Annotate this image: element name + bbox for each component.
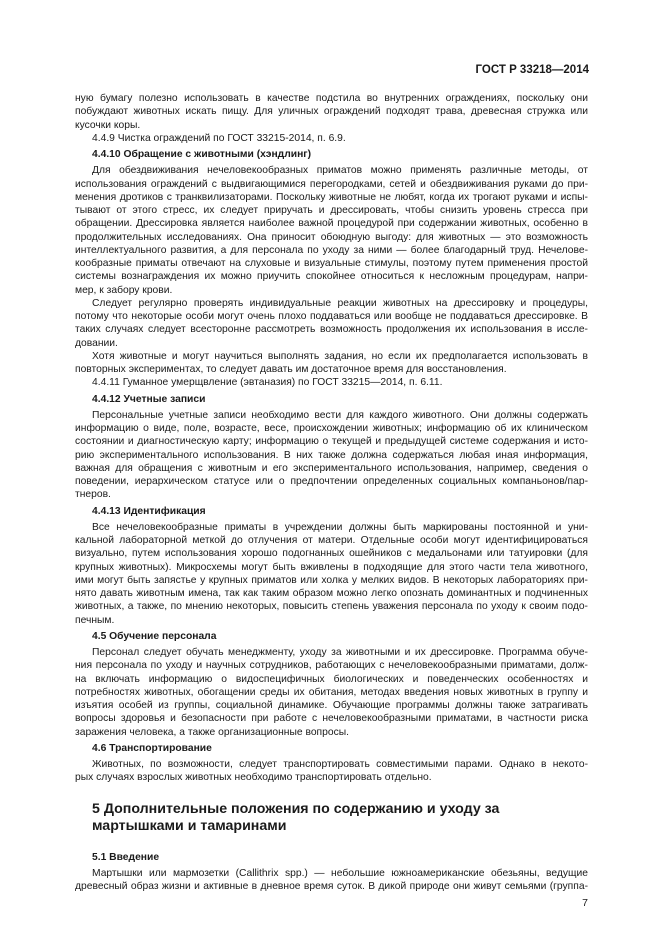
text-line: продолжительных исследованиях. Она приносит обоюдную выгоду: для животных — это возможность bbox=[75, 231, 588, 243]
text-line: Для обездвиживания нечеловекообразных приматов можно применять различные методы, от bbox=[92, 165, 588, 177]
text-line: довании. bbox=[75, 337, 118, 349]
text-line: информацию о виде, поле, возрасте, весе, происхождении животных; информацию об их клиническом bbox=[75, 423, 588, 434]
text-line: кообразные приматы отвечают на слуховые и визуальные стимулы, поэтому путем применения простой bbox=[75, 258, 588, 269]
text-line: Следует регулярно проверять индивидуальные реакции животных на дрессировку и процедуры, bbox=[92, 297, 588, 309]
text-line: побуждают животных искать пищу. Для уличных ограждений подходят трава, древесная стружка или bbox=[75, 106, 588, 118]
text-line: Все нечеловекообразные приматы в учреждении должны быть маркированы постоянной и уни- bbox=[92, 521, 588, 533]
section-heading: 5 Дополнительные положения по содержанию и уходу за мартышками и тамаринами bbox=[92, 800, 500, 834]
text-line: Персональные учетные записи необходимо вести для каждого животного. Они должны содержать bbox=[92, 409, 588, 421]
text-line: крупных животных). Микросхемы могут быть вживлены в подходящие для этого части тела животного, bbox=[75, 561, 588, 573]
text-line: состоянии и диагностическую карту; информацию о текущей и предыдущей системе содержания и исто- bbox=[75, 436, 588, 448]
text-line: визуально, путем использования хорошо подогнанных ошейников с медальонами или татуировки (для bbox=[75, 548, 588, 560]
subsection-heading: 4.4.12 Учетные записи bbox=[92, 393, 206, 405]
text-line: изъятия особей из группы, социальной динамике. Обучающие программы должны также затрагивать bbox=[75, 700, 588, 711]
text-line: ими могут быть запястье у крупных приматов или холка у мелких видов. В некоторых лабораториях при- bbox=[75, 574, 588, 586]
text-line: вопросы здоровья и безопасности при работе с нечеловекообразными приматами, в частности риска bbox=[75, 713, 588, 725]
text-line: Хотя животные и могут научиться выполнять задания, но если их предполагается использовать в bbox=[92, 350, 588, 362]
text-line: Персонал следует обучать менеджменту, уходу за животными и их дрессировке. Программа обуче- bbox=[92, 647, 588, 658]
text-line: древесный образ жизни и активные в дневное время суток. В дикой природе они живут семьями (группа- bbox=[75, 881, 588, 892]
text-line: печным. bbox=[75, 614, 115, 626]
text-line: таких случаях следует всесторонне рассмотреть возможность продолжения их использования в иссле- bbox=[75, 324, 588, 336]
paragraph bbox=[75, 409, 588, 502]
subsection-heading: 5.1 Введение bbox=[92, 851, 160, 863]
text-line: мер, к забору крови. bbox=[75, 284, 173, 296]
document-header: ГОСТ Р 33218—2014 bbox=[475, 64, 589, 76]
text-line: менения дротиков с транквилизаторами. Поскольку животные не любят, когда их трогают руками и испы- bbox=[75, 191, 588, 203]
text-line: рых случаях взрослых животных необходимо транспортировать отдельно. bbox=[75, 772, 432, 784]
text-line: рию экспериментального использования. В них также должна содержаться любая иная информация, bbox=[75, 449, 588, 461]
text-line: Мартышки или мармозетки (Callithrix spp.) — небольшие южноамериканские обезьяны, ведущие bbox=[92, 867, 588, 879]
subsection-heading: 4.4.10 Обращение с животными (хэндлинг) bbox=[92, 149, 312, 160]
paragraph bbox=[75, 376, 588, 389]
paragraph bbox=[75, 646, 588, 739]
text-line: ную бумагу полезно использовать в качестве подстила во внутренних ограждениях, поскольку они bbox=[75, 93, 588, 104]
text-line: Животных, по возможности, следует транспортировать совместимыми парами. Однако в некото- bbox=[92, 759, 588, 770]
text-line: на включать информацию о видоспецифичных биологических и поведенческих особенностях и bbox=[75, 673, 588, 685]
text-line: тывают от этого стресс, их следует приручать и дрессировать, чтобы снизить уровень стресса при bbox=[75, 205, 588, 216]
subsection-heading: 4.6 Транспортирование bbox=[92, 742, 212, 754]
text-line: заражения человека, а также организационные вопросы. bbox=[75, 726, 349, 738]
paragraph bbox=[75, 867, 588, 894]
text-line: обращении. Дрессировка является наиболее важной процедурой при содержании животных, особенно в bbox=[75, 218, 588, 230]
text-line: кусочки коры. bbox=[75, 119, 141, 131]
paragraph bbox=[75, 132, 588, 145]
text-line: интеллектуального развития, а для персонала по уходу за ними — более благодарный труд. Нечелове- bbox=[75, 244, 588, 256]
text-line: тнеров. bbox=[75, 489, 111, 501]
text-line: потребностях животных, обогащении среды их обитания, методах введения новых животных в группу и bbox=[75, 686, 588, 698]
paragraph bbox=[75, 521, 588, 627]
text-line: системы вознаграждения их можно приучить спокойнее относиться к несложным процедурам, напри- bbox=[75, 271, 588, 283]
text-line: важная для обращения с животным и его экспериментального использования, например, сведения о bbox=[75, 462, 588, 474]
paragraph bbox=[75, 164, 588, 297]
text-line: ния персонала по уходу и научных сотрудников, работающих с нечеловекообразными приматами, долж- bbox=[75, 660, 588, 672]
text-line: потому что некоторые особи могут очень плохо поддаваться или вообще не поддаваться дрессировке. В bbox=[75, 311, 588, 322]
text-line: 4.4.9 Чистка ограждений по ГОСТ 33215-2014, п. 6.9. bbox=[92, 132, 346, 144]
text-line: нято давать животным имена, так как таким образом можно легко опознать доминантных и подчиненных bbox=[75, 588, 588, 599]
text-line: кальной лабораторной меткой до отлучения от матери. Отдельные особи могут идентифицироваться bbox=[75, 535, 588, 546]
text-line: поведении, иерархическом статусе или о предпочтении определенных социальных компаньонов/пар- bbox=[75, 476, 588, 487]
paragraph bbox=[75, 297, 588, 350]
text-line: использования ограждений с выдвигающимися перегородками, сетей и обездвиживания руками до при- bbox=[75, 178, 588, 190]
paragraph bbox=[75, 350, 588, 377]
page-number: 7 bbox=[582, 897, 588, 909]
subsection-heading: 4.4.13 Идентификация bbox=[92, 505, 206, 517]
subsection-heading: 4.5 Обучение персонала bbox=[92, 630, 217, 642]
paragraph bbox=[75, 92, 588, 132]
text-line: повторных экспериментах, то следует давать им достаточное время для восстановления. bbox=[75, 364, 507, 375]
text-line: животных, а также, по мнению некоторых, повысить степень уважения персонала по уходу к своим подо- bbox=[75, 601, 588, 613]
document-body bbox=[75, 92, 588, 893]
text-line: 4.4.11 Гуманное умерщвление (эвтаназия) по ГОСТ 33215—2014, п. 6.11. bbox=[92, 377, 443, 389]
paragraph bbox=[75, 758, 588, 785]
